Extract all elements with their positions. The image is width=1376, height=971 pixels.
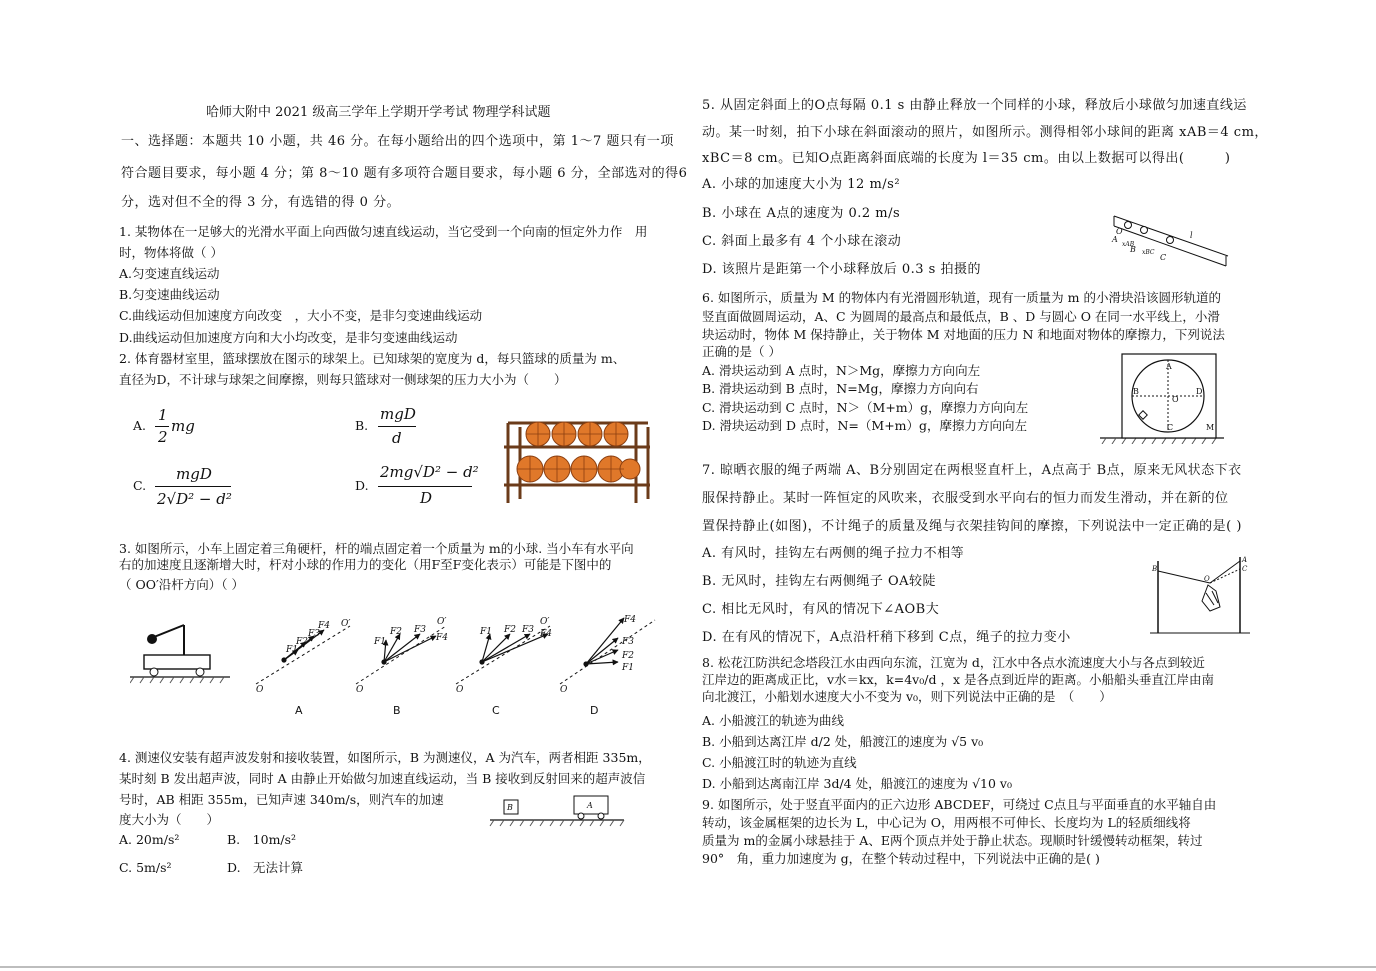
q4-option-a: A. 20m/s² (119, 832, 180, 847)
q4-stem: 某时刻 B 发出超声波，同时 A 由静止开始做匀加速直线运动，当 B 接收到反射回来的超声波信 (119, 771, 646, 786)
incline-balls-figure (1108, 212, 1232, 270)
q6-option-d: D. 滑块运动到 D 点时，N=（M+m）g，摩擦力方向向左 (702, 418, 1028, 433)
svg-text:A: A (1112, 235, 1118, 244)
svg-text:F4: F4 (318, 621, 330, 631)
q1-option-a: A.匀变速直线运动 (119, 266, 220, 281)
q2-c-numerator: mgD (176, 465, 212, 483)
q7-stem: 7. 晾晒衣服的绳子两端 A、B分别固定在两根竖直杆上，A点高于 B点，原来无风状态下衣 (702, 463, 1242, 478)
svg-text:F2: F2 (296, 637, 308, 647)
svg-text:F1: F1 (286, 645, 298, 655)
svg-text:F3: F3 (414, 625, 426, 635)
svg-text:F4: F4 (540, 629, 552, 639)
q8-option-a: A. 小船渡江的轨迹为曲线 (702, 713, 844, 728)
q6-option-b: B. 滑块运动到 B 点时，N=Mg，摩擦力方向向右 (702, 381, 979, 396)
svg-text:O: O (356, 685, 364, 694)
fraction-bar (378, 486, 472, 487)
q8-option-b: B. 小船到达离江岸 d/2 处，船渡江的速度为 √5 v₀ (702, 734, 984, 749)
svg-text:F3: F3 (622, 637, 634, 647)
svg-text:F2: F2 (390, 627, 402, 637)
q2-c-denominator: 2√D² − d² (157, 490, 232, 508)
q3-stem: 3. 如图所示，小车上固定着三角硬杆，杆的端点固定着一个质量为 m的小球. 当小车有水平向 (119, 541, 634, 556)
svg-text:M: M (1206, 423, 1215, 432)
svg-text:F1: F1 (374, 637, 386, 647)
svg-text:C: C (1167, 423, 1174, 432)
q5-stem: 5. 从固定斜面上的O点每隔 0.1 s 由静止释放一个同样的小球，释放后小球做匀加速直线运 (702, 98, 1247, 113)
q1-option-c: C.曲线运动但加速度方向改变 ，大小不变，是非匀变速曲线运动 (119, 308, 483, 323)
svg-text:F4: F4 (624, 615, 636, 625)
q1-stem: 1. 某物体在一足够大的光滑水平面上向西做匀速直线运动，当它受到一个向南的恒定外力作 用 (119, 224, 648, 239)
q5-option-b: B. 小球在 A点的速度为 0.2 m/s (702, 206, 901, 221)
svg-text:F2: F2 (622, 651, 634, 661)
svg-text:F4: F4 (436, 633, 448, 643)
q5-option-a: A. 小球的加速度大小为 12 m/s² (702, 177, 901, 192)
svg-text:A: A (1242, 556, 1248, 564)
q9-stem: 转动，该金属框架的边长为 L，中心记为 O，用两根不可伸长、长度均为 L的轻质细线将 (702, 815, 1191, 830)
q6-option-c: C. 滑块运动到 C 点时，N＞（M+m）g，摩擦力方向向左 (702, 400, 1029, 415)
svg-text:O: O (456, 685, 464, 694)
q2-label-c: C. (133, 478, 147, 493)
svg-text:A: A (587, 801, 593, 810)
svg-text:O: O (1204, 575, 1210, 583)
q2-stem: 2. 体育器材室里，篮球摆放在图示的球架上。已知球架的宽度为 d，每只篮球的质量为 m、 (119, 351, 626, 366)
svg-text:C: C (1160, 253, 1167, 262)
q2-a-tail: mg (171, 417, 195, 435)
force-options-figure (250, 612, 670, 694)
q4-stem: 4. 测速仪安装有超声波发射和接收装置，如图所示，B 为测速仪，A 为汽车，两者相距 335m， (119, 750, 651, 765)
fig-label-b: B (393, 704, 401, 717)
fraction-bar (378, 426, 416, 427)
q1-option-d: D.曲线运动但加速度方向和大小均改变，是非匀变速曲线运动 (119, 330, 458, 345)
section-intro-line: 分，选对但不全的得 3 分，有选错的得 0 分。 (121, 195, 401, 210)
q2-b-denominator: d (392, 429, 402, 447)
svg-text:F3: F3 (522, 625, 534, 635)
fraction-bar (155, 486, 231, 487)
q7-option-c: C. 相比无风时，有风的情况下∠AOB大 (702, 602, 940, 617)
clothesline-figure (1150, 555, 1250, 635)
svg-text:xAB: xAB (1122, 241, 1135, 248)
q6-stem: 6. 如图所示，质量为 M 的物体内有光滑圆形轨道，现有一质量为 m 的小滑块沿该圆形轨道的 (702, 290, 1221, 305)
point-o-label: O (256, 685, 264, 694)
svg-text:l: l (1190, 231, 1193, 240)
svg-text:D: D (1196, 387, 1203, 396)
q7-option-a: A. 有风时，挂钩左右两侧的绳子拉力不相等 (702, 546, 965, 561)
q4-stem: 号时，AB 相距 355m，已知声速 340m/s，则汽车的加速 (119, 792, 444, 807)
q8-stem: 江岸边的距离成正比，v水＝kx，k=4v₀/d ，x 是各点到近岸的距离。小船船头垂直江岸由南 (702, 672, 1214, 687)
section-intro-line: 符合题目要求，每小题 4 分；第 8～10 题有多项符合题目要求，每小题 6 分，全部选对的得6 (121, 166, 688, 181)
svg-text:O′: O′ (437, 617, 447, 627)
fig-label-d: D (590, 704, 599, 717)
speed-detector-figure (488, 792, 626, 828)
svg-text:B: B (507, 803, 513, 812)
svg-text:O: O (560, 685, 568, 694)
fig-label-c: C (492, 704, 500, 717)
cart-with-rod-figure (130, 615, 232, 685)
basketball-rack-figure (500, 417, 656, 505)
circular-track-figure (1100, 350, 1226, 444)
svg-text:B: B (1133, 387, 1139, 396)
fraction-bar (155, 426, 169, 427)
q4-option-c: C. 5m/s² (119, 860, 172, 875)
svg-text:F2: F2 (504, 625, 516, 635)
svg-text:O′: O′ (341, 619, 351, 629)
q2-d-numerator: 2mg√D² − d² (380, 463, 479, 481)
q6-stem: 正确的是（ ） (702, 344, 781, 359)
q3-stem: 右的加速度且逐渐增大时，杆对小球的作用力的变化（用F至F变化表示）可能是下图中的 (119, 557, 612, 572)
q4-option-d: D. 无法计算 (227, 860, 304, 875)
section-intro-line: 一、选择题：本题共 10 小题，共 46 分。在每小题给出的四个选项中，第 1～7 题只有一项 (121, 134, 674, 149)
q7-stem: 置保持静止(如图)，不计绳子的质量及绳与衣架挂钩间的摩擦，下列说法中一定正确的是( ) (702, 519, 1242, 534)
page-bottom-border (0, 966, 1376, 968)
q4-stem: 度大小为（ ） (119, 812, 220, 827)
q6-stem: 块运动时，物体 M 保持静止，关于物体 M 对地面的压力 N 和地面对物体的摩擦力，下列说法 (702, 327, 1225, 342)
svg-text:O: O (1172, 395, 1179, 404)
q3-stem: （ OO′沿杆方向）（ ） (119, 577, 245, 592)
exam-title: 哈师大附中 2021 级高三学年上学期开学考试 物理学科试题 (206, 105, 551, 120)
q2-b-numerator: mgD (380, 405, 416, 423)
q2-a-numerator: 1 (158, 406, 168, 424)
q9-stem: 质量为 m的金属小球悬挂于 A、E两个顶点并处于静止状态。现顺时针缓慢转动框架，转过 (702, 833, 1203, 848)
q5-stem: xBC＝8 cm。已知O点距离斜面底端的长度为 l＝35 cm。由以上数据可以得出( ) (702, 151, 1231, 166)
svg-text:B: B (1152, 565, 1158, 573)
svg-text:O: O (1116, 227, 1123, 236)
svg-text:F3: F3 (308, 629, 320, 639)
q6-option-a: A. 滑块运动到 A 点时，N＞Mg，摩擦力方向向左 (702, 363, 981, 378)
q9-stem: 9. 如图所示，处于竖直平面内的正六边形 ABCDEF，可绕过 C点且与平面垂直的水平轴自由 (702, 797, 1217, 812)
q5-option-d: D. 该照片是距第一个小球释放后 0.3 s 拍摄的 (702, 262, 981, 277)
q2-d-denominator: D (420, 489, 433, 507)
q1-option-b: B.匀变速曲线运动 (119, 287, 220, 302)
q5-stem: 动。某一时刻，拍下小球在斜面滚动的照片，如图所示。测得相邻小球间的距离 xAB＝4 cm， (702, 125, 1268, 140)
q8-option-c: C. 小船渡江时的轨迹为直线 (702, 755, 857, 770)
q2-a-denominator: 2 (158, 428, 168, 446)
svg-text:F1: F1 (622, 663, 634, 673)
q2-stem: 直径为D，不计球与球架之间摩擦，则每只篮球对一侧球架的压力大小为（ ） (119, 372, 567, 387)
q8-stem: 向北渡江，小船划水速度大小不变为 v₀，则下列说法中正确的是 （ ） (702, 689, 1112, 704)
q7-stem: 服保持静止。某时一阵恒定的风吹来，衣服受到水平向右的恒力而发生滑动，并在新的位 (702, 491, 1229, 506)
q5-option-c: C. 斜面上最多有 4 个小球在滚动 (702, 234, 902, 249)
q6-stem: 竖直面做圆周运动，A、C 为圆周的最高点和最低点，B 、D 与圆心 O 在同一水平线上，小滑 (702, 309, 1220, 324)
q8-stem: 8. 松花江防洪纪念塔段江水由西向东流，江宽为 d，江水中各点水流速度大小与各点到较近 (702, 655, 1205, 670)
q4-option-b: B. 10m/s² (227, 832, 297, 847)
q2-label-b: B. (355, 418, 369, 433)
q7-option-d: D. 在有风的情况下，A点沿杆稍下移到 C点，绳子的拉力变小 (702, 630, 1071, 645)
svg-text:A: A (1166, 362, 1172, 371)
q2-label-a: A. (133, 418, 147, 433)
q7-option-b: B. 无风时，挂钩左右两侧绳子 OA较陡 (702, 574, 936, 589)
q1-stem: 时，物体将做（ ） (119, 245, 223, 260)
fig-label-a: A (295, 704, 303, 717)
svg-text:C: C (1242, 565, 1248, 573)
svg-text:F1: F1 (480, 627, 492, 637)
svg-text:xBC: xBC (1142, 249, 1155, 256)
svg-text:O′: O′ (540, 617, 550, 627)
q9-stem: 90° 角，重力加速度为 g，在整个转动过程中，下列说法中正确的是( ) (702, 851, 1100, 866)
q8-option-d: D. 小船到达离南江岸 3d/4 处，船渡江的速度为 √10 v₀ (702, 776, 1012, 791)
q2-label-d: D. (355, 478, 369, 493)
svg-text:B: B (1130, 245, 1136, 254)
